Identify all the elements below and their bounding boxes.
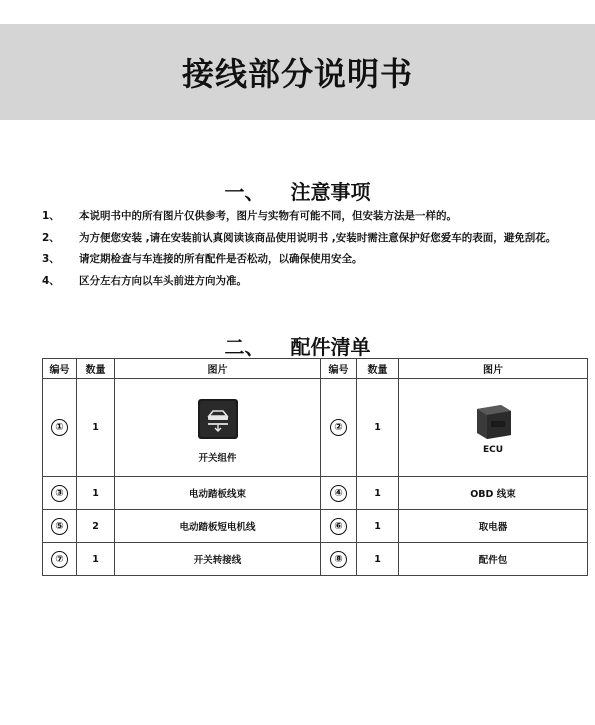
list-item xyxy=(42,228,572,250)
quantity-cell: 1 xyxy=(357,543,399,576)
item-number-cell xyxy=(43,510,77,543)
list-item-text: 区分左右方向以车头前进方向为准。 xyxy=(79,274,247,287)
list-item-text: 请定期检查与车连接的所有配件是否松动，以确保使用安全。 xyxy=(79,253,363,265)
item-number: ③ xyxy=(51,485,68,502)
item-name: 开关组件 xyxy=(198,452,237,464)
table-row xyxy=(43,477,588,510)
item-number-cell xyxy=(321,477,357,510)
item-number: ⑥ xyxy=(330,518,347,535)
quantity-cell: 2 xyxy=(77,510,115,543)
list-item xyxy=(42,206,572,228)
table-header-row xyxy=(43,359,588,379)
item-name-cell: 取电器 xyxy=(399,510,588,543)
item-number: ⑤ xyxy=(51,518,68,535)
section-heading: 注意事项 xyxy=(290,180,371,204)
page-title: 接线部分说明书 xyxy=(181,55,413,93)
item-number-cell xyxy=(321,379,357,477)
section-heading: 配件清单 xyxy=(290,335,371,359)
item-number-cell xyxy=(321,510,357,543)
table-row xyxy=(43,379,588,477)
item-number: ② xyxy=(330,419,347,436)
quantity-cell: 1 xyxy=(357,477,399,510)
column-header: 编号 xyxy=(321,359,357,379)
section-number: 二、 xyxy=(224,335,265,359)
table-row xyxy=(43,510,588,543)
item-name-cell: 配件包 xyxy=(399,543,588,576)
item-number: ① xyxy=(51,419,68,436)
list-item-index: 4、 xyxy=(42,274,60,287)
item-number: ⑧ xyxy=(330,551,347,568)
item-number-cell xyxy=(43,379,77,477)
quantity-cell: 1 xyxy=(357,379,399,477)
quantity-cell: 1 xyxy=(77,543,115,576)
ecu-module-icon xyxy=(471,401,515,441)
item-image-cell xyxy=(115,379,321,477)
column-header: 编号 xyxy=(43,359,77,379)
quantity-cell: 1 xyxy=(77,379,115,477)
list-item-index: 1、 xyxy=(42,210,60,222)
list-item xyxy=(42,271,572,293)
list-item-text: 本说明书中的所有图片仅供参考，图片与实物有可能不同，但安装方法是一样的。 xyxy=(79,210,457,222)
quantity-cell: 1 xyxy=(357,510,399,543)
section-title-notes xyxy=(0,176,595,205)
column-header: 图片 xyxy=(399,359,588,379)
item-number: ⑦ xyxy=(51,551,68,568)
section-number: 一、 xyxy=(224,180,265,204)
item-number-cell xyxy=(43,543,77,576)
item-number: ④ xyxy=(330,485,347,502)
item-number-cell xyxy=(43,477,77,510)
item-name-cell: 电动踏板线束 xyxy=(115,477,321,510)
section-title-parts xyxy=(0,331,595,360)
column-header: 数量 xyxy=(357,359,399,379)
list-item xyxy=(42,249,572,271)
list-item-index: 3、 xyxy=(42,253,60,265)
column-header: 数量 xyxy=(77,359,115,379)
table-row xyxy=(43,543,588,576)
title-banner xyxy=(0,24,595,120)
list-item-index: 2、 xyxy=(42,231,60,244)
item-name-cell: 开关转接线 xyxy=(115,543,321,576)
item-number-cell xyxy=(321,543,357,576)
parts-table xyxy=(42,358,588,576)
quantity-cell: 1 xyxy=(77,477,115,510)
item-name: ECU xyxy=(482,444,504,455)
item-image-cell xyxy=(399,379,588,477)
item-name-cell: 电动踏板短电机线 xyxy=(115,510,321,543)
running-board-switch-icon xyxy=(197,398,239,440)
notes-list xyxy=(42,206,572,292)
column-header: 图片 xyxy=(115,359,321,379)
item-name-cell: OBD 线束 xyxy=(399,477,588,510)
list-item-text: 为方便您安装 ,请在安装前认真阅读该商品使用说明书 ,安装时需注意保护好您爱车的表面，避免刮花。 xyxy=(79,231,557,244)
